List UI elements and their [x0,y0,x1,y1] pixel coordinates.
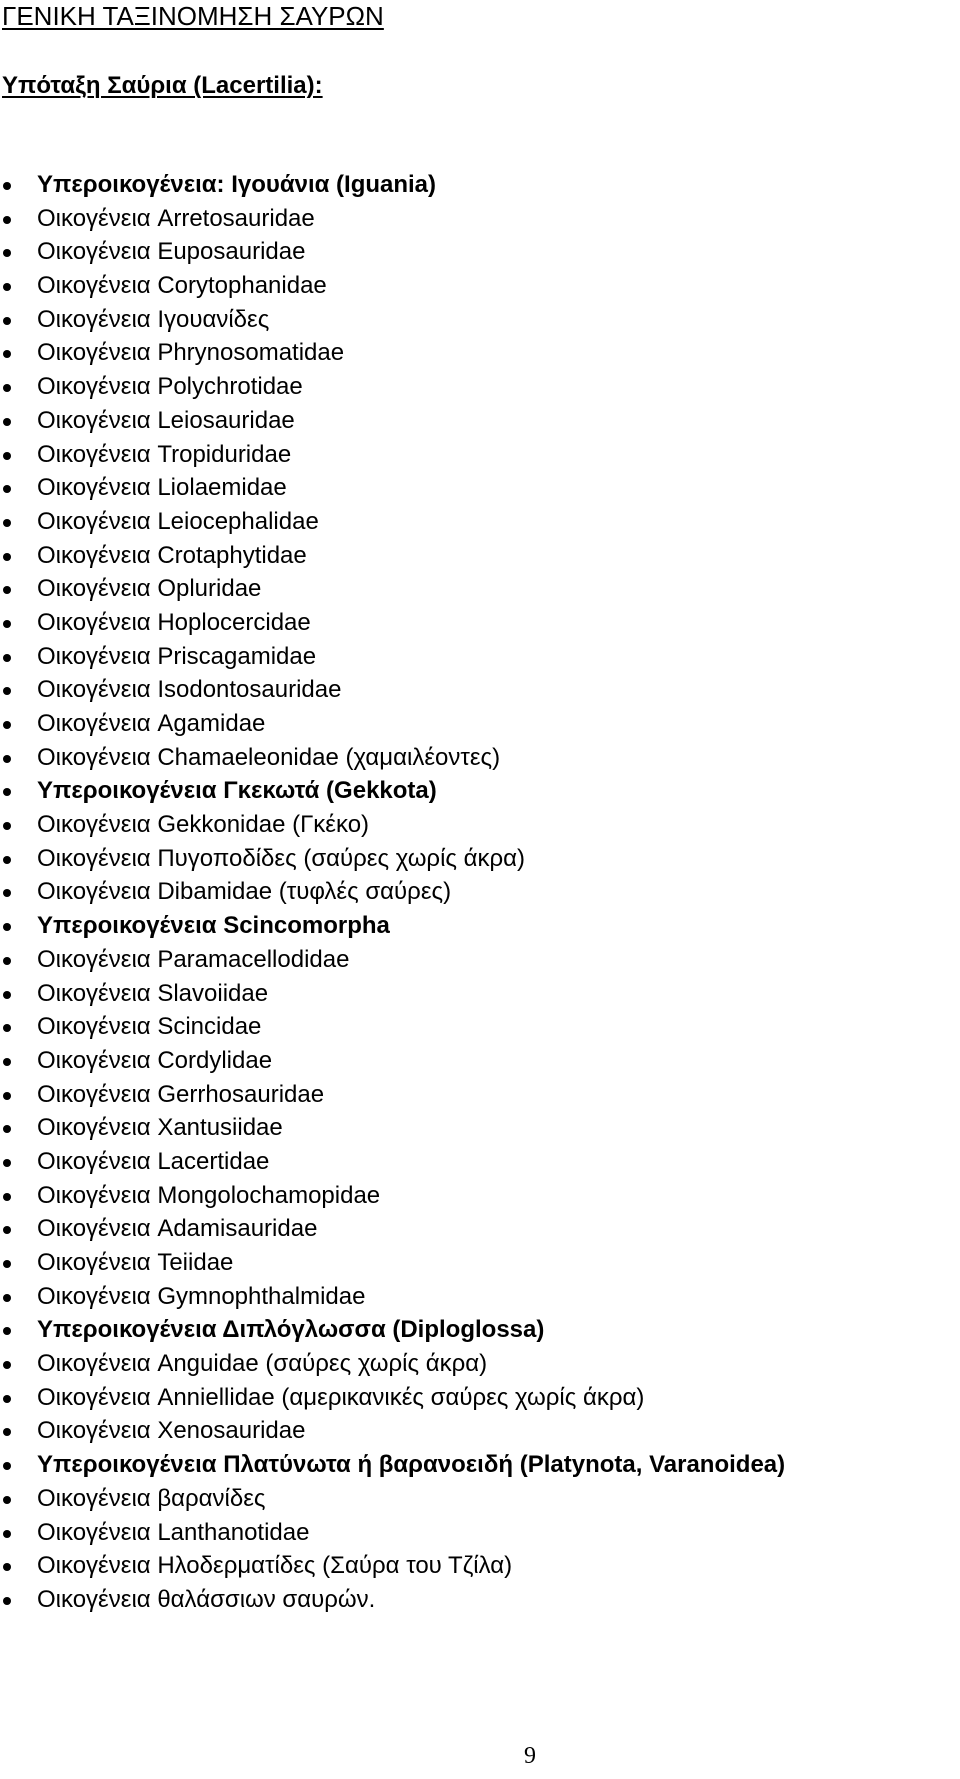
list-item-text: Υπεροικογένεια Πλατύνωτα ή βαρανοειδή (Platynota, Varanoidea) [37,1451,786,1479]
list-item-text: Οικογένεια Gerrhosauridae [37,1080,325,1108]
list-item-text: Οικογένεια Crotaphytidae [37,541,307,569]
list-item-text: Οικογένεια Anguidae (σαύρες χωρίς άκρα) [37,1350,488,1378]
list-item [0,741,785,775]
bullet-icon [3,1428,11,1436]
list-item [0,1347,785,1381]
list-item-text: Οικογένεια Hoplocercidae [37,608,311,636]
list-item [0,1381,785,1415]
bullet-icon [3,182,11,190]
bullet-icon [3,1193,11,1201]
list-item [0,909,785,943]
bullet-icon [3,317,11,325]
list-item-text: Οικογένεια Leiosauridae [37,406,295,434]
list-item-text: Υπεροικογένεια Γκεκωτά (Gekkota) [37,777,437,805]
list-item [0,370,785,404]
list-item-text: Οικογένεια Scincidae [37,1013,262,1041]
list-item [0,1111,785,1145]
list-item-text: Υπεροικογένεια: Ιγουάνια (Iguania) [37,171,437,198]
bullet-icon [3,1462,11,1470]
list-item-text: Οικογένεια Liolaemidae [37,474,287,502]
bullet-icon [3,452,11,460]
list-item [0,202,785,236]
list-item-text: Οικογένεια Ιγουανίδες [37,305,270,333]
list-item [0,1212,785,1246]
list-item [0,640,785,674]
taxonomy-list [0,168,785,1617]
bullet-icon [3,721,11,729]
list-item-text: Οικογένεια Gekkonidae (Γκέκο) [37,811,370,839]
bullet-icon [3,1395,11,1403]
bullet-icon [3,923,11,931]
list-item-text: Οικογένεια Euposauridae [37,238,306,266]
bullet-icon [3,1260,11,1268]
bullet-icon [3,620,11,628]
list-item-text: Οικογένεια Teiidae [37,1249,234,1276]
list-item [0,1044,785,1078]
list-item [0,505,785,539]
list-item [0,875,785,909]
list-item [0,1549,785,1583]
list-item [0,707,785,741]
list-item-text: Οικογένεια Arretosauridae [37,204,315,232]
bullet-icon [3,283,11,291]
bullet-icon [3,586,11,594]
list-item [0,1010,785,1044]
list-item [0,1280,785,1314]
bullet-icon [3,654,11,662]
page-number: 9 [524,1743,536,1769]
list-item [0,1313,785,1347]
bullet-icon [3,1092,11,1100]
bullet-icon [3,249,11,257]
list-item-text: Οικογένεια βαρανίδες [37,1484,266,1512]
bullet-icon [3,216,11,224]
list-item-text: Οικογένεια Tropiduridae [37,440,292,468]
list-item-text: Οικογένεια Phrynosomatidae [37,339,345,367]
list-item [0,539,785,573]
list-item-text: Οικογένεια Polychrotidae [37,373,303,401]
list-item-text: Οικογένεια Xenosauridae [37,1417,306,1445]
bullet-icon [3,1024,11,1032]
document-subtitle: Υπόταξη Σαύρια (Lacertilia): [2,72,323,99]
list-item [0,1482,785,1516]
list-item-text: Οικογένεια Agamidae [37,710,266,737]
bullet-icon [3,384,11,392]
list-item-text: Οικογένεια Lacertidae [37,1147,270,1175]
list-item-text: Υπεροικογένεια Διπλόγλωσσα (Diploglossa) [37,1316,545,1344]
list-item [0,673,785,707]
list-item-text: Οικογένεια Πυγοποδίδες (σαύρες χωρίς άκρα) [37,844,526,872]
list-item [0,842,785,876]
list-item-text: Οικογένεια Paramacellodidae [37,945,350,973]
list-item [0,404,785,438]
list-item-text: Οικογένεια Corytophanidae [37,272,327,300]
bullet-icon [3,350,11,358]
bullet-icon [3,485,11,493]
bullet-icon [3,1563,11,1571]
list-item-text: Οικογένεια Mongolochamopidae [37,1181,381,1209]
list-item-text: Οικογένεια Isodontosauridae [37,676,342,704]
bullet-icon [3,687,11,695]
list-item [0,1516,785,1550]
list-item-text: Οικογένεια Slavoiidae [37,979,269,1007]
bullet-icon [3,1327,11,1335]
list-item [0,168,785,202]
bullet-icon [3,1496,11,1504]
list-item-text: Οικογένεια Xantusiidae [37,1114,283,1142]
list-item [0,269,785,303]
list-item-text: Οικογένεια Gymnophthalmidae [37,1282,366,1310]
list-item [0,606,785,640]
bullet-icon [3,1125,11,1133]
bullet-icon [3,519,11,527]
bullet-icon [3,1159,11,1167]
list-item [0,977,785,1011]
bullet-icon [3,418,11,426]
list-item [0,808,785,842]
bullet-icon [3,889,11,897]
bullet-icon [3,553,11,561]
list-item [0,1448,785,1482]
list-item [0,1078,785,1112]
bullet-icon [3,755,11,763]
list-item-text: Οικογένεια Anniellidae (αμερικανικές σαύρες χωρίς άκρα) [37,1383,645,1411]
bullet-icon [3,1058,11,1066]
list-item [0,1179,785,1213]
list-item-text: Οικογένεια Chamaeleonidae (χαμαιλέοντες) [37,743,501,771]
list-item [0,1583,785,1617]
list-item-text: Οικογένεια Dibamidae (τυφλές σαύρες) [37,878,452,906]
bullet-icon [3,822,11,830]
bullet-icon [3,856,11,864]
bullet-icon [3,1361,11,1369]
bullet-icon [3,788,11,796]
list-item-text: Οικογένεια θαλάσσιων σαυρών. [37,1585,376,1613]
bullet-icon [3,1597,11,1605]
list-item-text: Οικογένεια Leiocephalidae [37,507,319,535]
list-item-text: Οικογένεια Priscagamidae [37,642,317,670]
list-item-text: Οικογένεια Ηλοδερματίδες (Σαύρα του Τζίλα) [37,1552,513,1580]
list-item-text: Υπεροικογένεια Scincomorpha [37,912,390,940]
bullet-icon [3,991,11,999]
list-item [0,336,785,370]
list-item [0,1246,785,1280]
list-item [0,774,785,808]
bullet-icon [3,1530,11,1538]
bullet-icon [3,957,11,965]
list-item-text: Οικογένεια Lanthanotidae [37,1518,310,1546]
list-item [0,303,785,337]
list-item [0,471,785,505]
list-item-text: Οικογένεια Adamisauridae [37,1215,318,1243]
list-item [0,943,785,977]
list-item [0,572,785,606]
list-item [0,438,785,472]
list-item [0,235,785,269]
bullet-icon [3,1226,11,1234]
list-item-text: Οικογένεια Opluridae [37,575,262,603]
bullet-icon [3,1294,11,1302]
list-item-text: Οικογένεια Cordylidae [37,1046,273,1074]
list-item [0,1414,785,1448]
document-title: ΓΕΝΙΚΗ ΤΑΞΙΝΟΜΗΣΗ ΣΑΥΡΩΝ [2,1,384,31]
list-item [0,1145,785,1179]
